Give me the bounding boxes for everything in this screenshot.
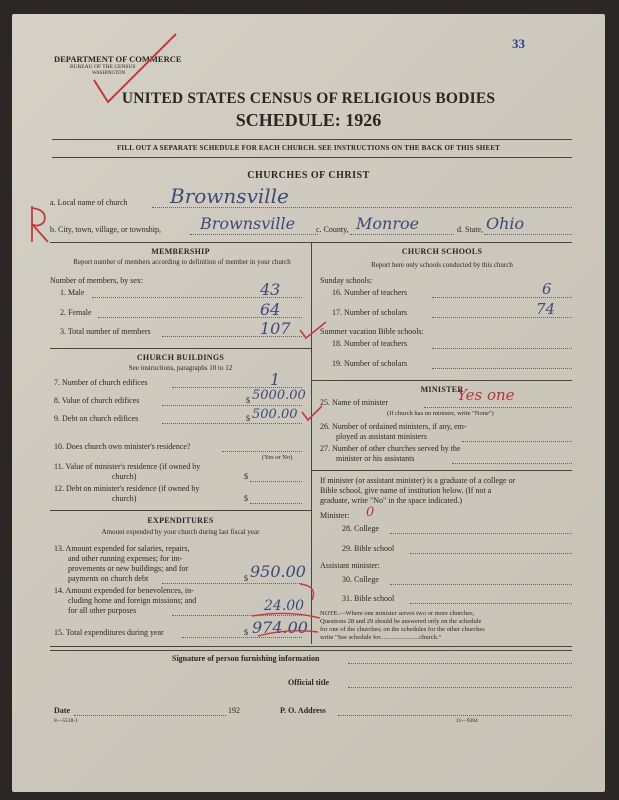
edifice-value-label: 8. Value of church edifices bbox=[54, 396, 140, 405]
church-name-value: Brownsville bbox=[170, 184, 289, 208]
membership-title: MEMBERSHIP bbox=[151, 247, 210, 256]
minister-subhead: Minister: bbox=[320, 511, 350, 520]
dollar-sign-11: $ bbox=[244, 472, 248, 481]
census-schedule-sheet bbox=[12, 14, 605, 792]
residence-debt-label-1: 12. Debt on minister's residence (if owned by bbox=[54, 484, 200, 493]
minister-title: MINISTER bbox=[420, 385, 464, 394]
bureau-label: BUREAU OF THE CENSUS bbox=[70, 64, 136, 70]
note-line-2: Questions 28 and 29 should be answered only on the schedule bbox=[320, 618, 482, 625]
city-label: WASHINGTON bbox=[92, 71, 126, 76]
summer-teachers-label: 18. Number of teachers bbox=[332, 339, 408, 348]
male-value: 43 bbox=[260, 280, 281, 299]
graduate-note-2: Bible school, give name of institution below. (If not a bbox=[320, 486, 492, 495]
q27-line-2: minister or his assistants bbox=[336, 454, 415, 463]
minister-bible-school-label: 29. Bible school bbox=[342, 544, 395, 553]
edifice-debt-label: 9. Debt on church edifices bbox=[54, 414, 139, 423]
date-label: Date bbox=[54, 706, 70, 715]
q14-value: 24.00 bbox=[264, 598, 305, 614]
print-code: 11—9304 bbox=[456, 718, 478, 724]
stamp-number: 33 bbox=[512, 36, 525, 51]
male-label: 1. Male bbox=[60, 288, 85, 297]
expenditures-note: Amount expended by your church during last fiscal year bbox=[101, 528, 260, 536]
q13-line-3: provements or new buildings; and for bbox=[68, 564, 189, 573]
q14-line-2: cluding home and foreign missions; and bbox=[68, 596, 197, 605]
expenditures-title: EXPENDITURES bbox=[147, 516, 214, 525]
q13-line-2: and other running expenses; for im- bbox=[68, 554, 183, 563]
edifice-debt-value: 500.00 bbox=[252, 407, 298, 422]
red-margin-mark bbox=[26, 202, 54, 246]
state-label: d. State, bbox=[457, 225, 483, 234]
yes-no-note: (Yes or No) bbox=[262, 454, 293, 461]
schools-note: Report here only schools conducted by this church bbox=[371, 261, 513, 269]
buildings-title: CHURCH BUILDINGS bbox=[136, 353, 225, 362]
red-tick-total bbox=[298, 318, 328, 342]
scholars-value: 74 bbox=[536, 300, 556, 318]
dollar-sign-9: $ bbox=[246, 414, 250, 423]
minister-name-value: Yes one bbox=[457, 386, 515, 404]
minister-name-label: 25. Name of minister bbox=[320, 398, 388, 407]
summer-scholars-label: 19. Number of scholars bbox=[332, 359, 408, 368]
form-number: 8—5518-1 bbox=[54, 718, 78, 724]
q13-line-4: payments on church debt bbox=[68, 574, 149, 583]
teachers-label: 16. Number of teachers bbox=[332, 288, 408, 297]
city-value: Brownsville bbox=[200, 214, 296, 233]
graduate-note-3: graduate, write "No" in the space indicated.) bbox=[320, 496, 463, 505]
minister-mark: 0 bbox=[366, 505, 375, 520]
q26-line-1: 26. Number of ordained ministers, if any, em- bbox=[320, 422, 467, 431]
assistant-bible-school-label: 31. Bible school bbox=[342, 594, 395, 603]
county-label: c. County, bbox=[316, 225, 349, 234]
note-line-1: NOTE.—Where one minister serves two or more churches, bbox=[320, 610, 475, 617]
q14-line-1: 14. Amount expended for benevolences, in- bbox=[54, 586, 194, 595]
note-line-3: for one of the churches; on the schedules for the other churches bbox=[320, 626, 485, 633]
membership-note: Report number of members according to definition of member in your church bbox=[73, 258, 291, 266]
dollar-sign-8: $ bbox=[246, 396, 250, 405]
red-brace-expenditures bbox=[248, 580, 328, 640]
total-members-value: 107 bbox=[260, 319, 291, 338]
minister-college-label: 28. College bbox=[342, 524, 379, 533]
signature-label: Signature of person furnishing information bbox=[172, 654, 320, 663]
q27-line-1: 27. Number of other churches served by the bbox=[320, 444, 461, 453]
edifices-label: 7. Number of church edifices bbox=[54, 378, 148, 387]
q26-line-2: ployed as assistant ministers bbox=[336, 432, 427, 441]
teachers-value: 6 bbox=[542, 280, 552, 298]
official-title-label: Official title bbox=[288, 678, 330, 687]
note-line-4: write "See schedule for........................church." bbox=[320, 634, 442, 641]
church-name-label: a. Local name of church bbox=[50, 198, 128, 207]
residence-value-label-1: 11. Value of minister's residence (if owned by bbox=[54, 462, 201, 471]
graduate-note-1: If minister (or assistant minister) is a graduate of a college or bbox=[320, 476, 516, 485]
city-label-b: b. City, town, village, or township, bbox=[50, 225, 162, 234]
total-members-label: 3. Total number of members bbox=[60, 327, 151, 336]
assistant-subhead: Assistant minister: bbox=[320, 561, 380, 570]
sunday-schools-label: Sunday schools: bbox=[320, 276, 373, 285]
residence-debt-label-2: church) bbox=[112, 494, 137, 503]
denomination-title: CHURCHES OF CHRIST bbox=[247, 170, 370, 181]
dollar-sign-12: $ bbox=[244, 494, 248, 503]
q14-line-3: for all other purposes bbox=[68, 606, 137, 615]
members-by-sex-label: Number of members, by sex: bbox=[50, 276, 144, 285]
schools-title: CHURCH SCHOOLS bbox=[401, 247, 483, 256]
edifices-value: 1 bbox=[270, 370, 281, 389]
residence-value-label-2: church) bbox=[112, 472, 137, 481]
assistant-college-label: 30. College bbox=[342, 575, 379, 584]
county-value: Monroe bbox=[356, 214, 420, 233]
edifice-value-value: 5000.00 bbox=[252, 388, 306, 403]
dollar-sign-15: $ bbox=[244, 628, 248, 637]
po-address-label: P. O. Address bbox=[280, 706, 326, 715]
female-label: 2. Female bbox=[60, 308, 92, 317]
dollar-sign-13: $ bbox=[244, 574, 248, 583]
q13-line-1: 13. Amount expended for salaries, repairs, bbox=[54, 544, 190, 553]
summer-schools-label: Summer vacation Bible schools: bbox=[320, 327, 424, 336]
department-label: DEPARTMENT OF COMMERCE bbox=[54, 54, 182, 64]
buildings-note: See instructions, paragraphs 10 to 12 bbox=[128, 364, 233, 372]
q15-value: 974.00 bbox=[252, 618, 308, 637]
form-title: UNITED STATES CENSUS OF RELIGIOUS BODIES bbox=[121, 90, 496, 107]
q15-label: 15. Total expenditures during year bbox=[54, 628, 164, 637]
year-label: 192 bbox=[228, 706, 240, 715]
state-value: Ohio bbox=[486, 214, 525, 233]
female-value: 64 bbox=[260, 300, 281, 319]
residence-question: 10. Does church own minister's residence? bbox=[54, 442, 191, 451]
instruction-line: FILL OUT A SEPARATE SCHEDULE FOR EACH CHURCH. SEE INSTRUCTIONS ON THE BACK OF THIS SHEET bbox=[116, 144, 501, 152]
scholars-label: 17. Number of scholars bbox=[332, 308, 408, 317]
minister-name-note: (If church has no minister, write "None") bbox=[387, 410, 494, 417]
q13-value: 950.00 bbox=[250, 562, 306, 581]
red-tick-debt bbox=[300, 402, 324, 424]
schedule-title: SCHEDULE: 1926 bbox=[235, 110, 382, 130]
